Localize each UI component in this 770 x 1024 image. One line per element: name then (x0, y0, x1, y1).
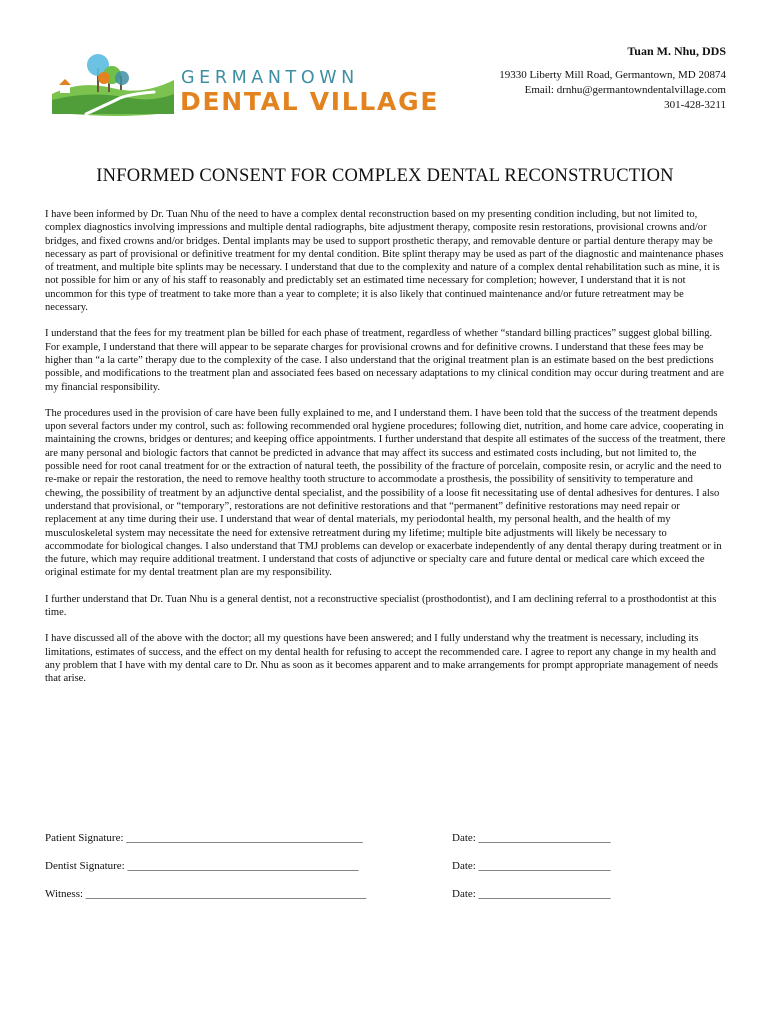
witness-signature-row (45, 888, 727, 916)
document-title: INFORMED CONSENT FOR COMPLEX DENTAL RECONSTRUCTION (96, 166, 674, 186)
patient-date-field[interactable]: Date: ________________________ (452, 832, 611, 844)
witness-signature-field[interactable]: Witness: ___________________________________________________ (45, 888, 367, 900)
patient-signature-row (45, 832, 727, 860)
dentist-signature-row (45, 860, 727, 888)
witness-date-field[interactable]: Date: ________________________ (452, 888, 611, 900)
brand-name-line1: GERMANTOWN (181, 68, 359, 88)
paragraph-acknowledgement: I have discussed all of the above with the doctor; all my questions have been answered; and I fully understand why the treatment is necessary, including its limitations, estimates of success, and the effect on my dental health for refusing to accept the recommended care. I agree to report any change in my health and any problem that I have with my dental care to Dr. Nhu as soon as it becomes apparent and to make arrangements for prompt appropriate management of needs that arise. (45, 633, 719, 685)
contact-block (499, 44, 726, 113)
paragraph-referral: I further understand that Dr. Tuan Nhu is a general dentist, not a reconstructive specialist (prosthodontist), and I am declining referral to a prosthodontist at this time. (45, 593, 717, 619)
dentist-signature-field[interactable]: Dentist Signature: __________________________________________ (45, 860, 359, 872)
paragraph-treatment-need: I have been informed by Dr. Tuan Nhu of the need to have a complex dental reconstruction based on my presenting condition including, but not limited to, complex diagnostics involving impressions and multiple dental radiographs, bite adjustment therapy, composite resin restorations, provisional crowns and/or bridges, and fixed crowns and/or bridges. Dental implants may be used to support prosthetic therapy, and removable denture or partial denture therapy may be necessary as part of provisional or definitive treatment for my dental condition. Bite splint therapy may be used as part of the diagnostic and maintenance phases of treatment, and multiple bite splints may be necessary. I understand that due to the complexity and nature of a complex dental rehabilitation such as mine, it is not possible for him or any of his staff to reasonably and predictably set an estimated time necessary for completion; however, I understand that it is not uncommon for this type of treatment to take more than a year to complete; it is also likely that continued maintenance and/or future retreatment may be necessary. (45, 209, 724, 314)
signature-section (45, 832, 727, 916)
paragraph-fees: I understand that the fees for my treatment plan be billed for each phase of treatment, regardless of whether “standard billing practices” suggest global billing. For example, I understand that there will appear to be separate charges for provisional crowns and for definitive crowns. I understand that these fees may be higher than “a la carte” therapy due to the complexity of the case. I also understand that the original treatment plan is an estimate based on the best predictions possible, and modifications to the treatment plan and associated fees based on necessary adaptations to my clinical condition may occur during treatment and are my financial responsibility. (45, 328, 724, 393)
patient-signature-field[interactable]: Patient Signature: ___________________________________________ (45, 832, 363, 844)
dentist-date-field[interactable]: Date: ________________________ (452, 860, 611, 872)
consent-body (45, 208, 727, 699)
doctor-name: Tuan M. Nhu, DDS (627, 44, 726, 58)
phone: 301-428-3211 (664, 99, 726, 111)
practice-logo (50, 50, 440, 120)
paragraph-procedures: The procedures used in the provision of care have been fully explained to me, and I understand them. I have been told that the success of the treatment depends upon several factors under my control, such as: following recommended oral hygiene procedures; following diet, nutrition, and home care advice, cooperating in maintaining the crowns, bridges or dentures; and keeping office appointments. I further understand that despite all estimates of the success of the treatment, there are many personal and biologic factors that cannot be predicted in advance that may affect its success and estimated costs including, but not limited to, the possible need for root canal treatment for or the extraction of natural teeth, the possibility of the fracture of porcelain, composite resin, or acrylic and the need to re-make or repair the restoration, the need to remove healthy tooth structure to accommodate a prosthesis, the possibility of sensitivity to temperature and chewing, the possibility of treatment by an adjunctive dental specialist, and the possibility of a loose fit necessitating use of dental adhesives for dentures. I also understand that provisional, or “temporary”, restorations are not definitive restorations and that “permanent” definitive restorations may need repair or replacement at any time during their use. I understand that wear of dental materials, my periodontal health, my personal health, and the health of my musculoskeletal system may necessitate the need for extensive retreatment during my lifetime; multiple bite adjustments will likely be necessary to accommodate for biological changes. I also understand that TMJ problems can develop or exacerbate independently of any dental therapy during treatment or in the future, which may require additional treatment. I understand that costs of adjunctive or specialty care and future dental or medical care which exceed the original estimate for my dental treatment plan are my responsibility. (45, 407, 726, 579)
email: Email: drnhu@germantowndentalvillage.com (524, 84, 726, 96)
address: 19330 Liberty Mill Road, Germantown, MD 20874 (499, 69, 726, 81)
brand-name-line2: DENTAL VILLAGE (180, 87, 440, 116)
village-landscape-icon (50, 50, 178, 120)
